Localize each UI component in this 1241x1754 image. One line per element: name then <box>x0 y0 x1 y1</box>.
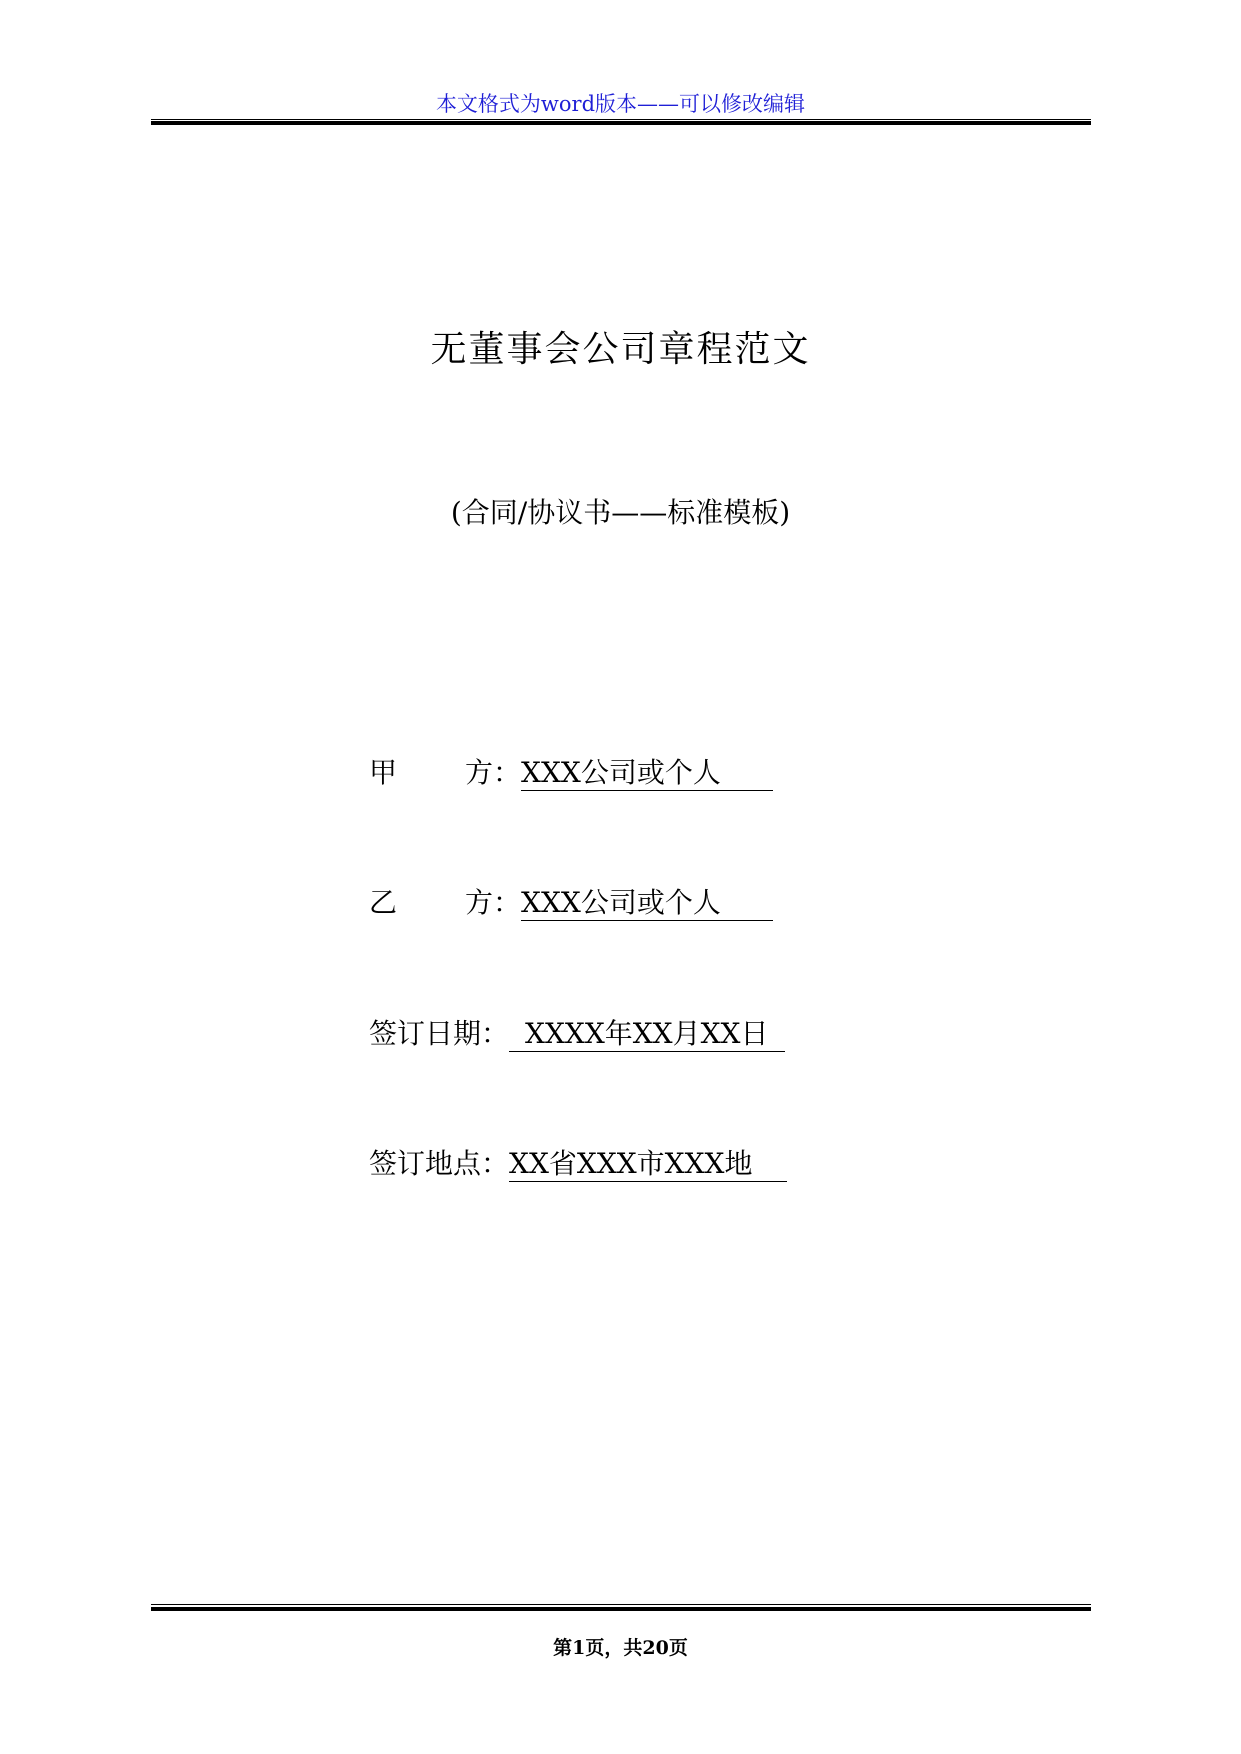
party-b-label <box>369 881 521 921</box>
sign-date-value[interactable]: XXXX年XX月XX日 <box>509 1016 784 1052</box>
sign-place-field <box>369 1142 787 1182</box>
document-subtitle: (合同/协议书——标准模板) <box>450 496 791 529</box>
sign-date-field <box>369 1012 785 1052</box>
page-number: 第1页，共20页 <box>553 1637 688 1659</box>
party-a-label <box>369 751 521 791</box>
footer-rule-thin <box>151 1604 1091 1605</box>
party-a-value[interactable]: XXX公司或个人 <box>521 755 773 791</box>
header-note: 本文格式为word版本——可以修改编辑 <box>435 92 806 116</box>
party-b-field <box>369 881 773 921</box>
sign-place-value[interactable]: XX省XXX市XXX地 <box>509 1146 786 1182</box>
party-a-label-char2: 方： <box>465 756 522 789</box>
party-a-field <box>369 751 773 791</box>
header-rule-thick <box>151 121 1091 125</box>
footer-rule-thick <box>151 1607 1091 1611</box>
party-b-label-char2: 方： <box>465 886 522 919</box>
party-b-label-char1: 乙 <box>369 886 398 919</box>
party-b-value[interactable]: XXX公司或个人 <box>521 885 773 921</box>
header-rule-thin <box>151 119 1091 120</box>
sign-date-label: 签订日期： <box>369 1017 510 1050</box>
document-title: 无董事会公司章程范文 <box>430 329 811 370</box>
sign-place-label: 签订地点： <box>369 1147 510 1180</box>
party-a-label-char1: 甲 <box>369 756 398 789</box>
